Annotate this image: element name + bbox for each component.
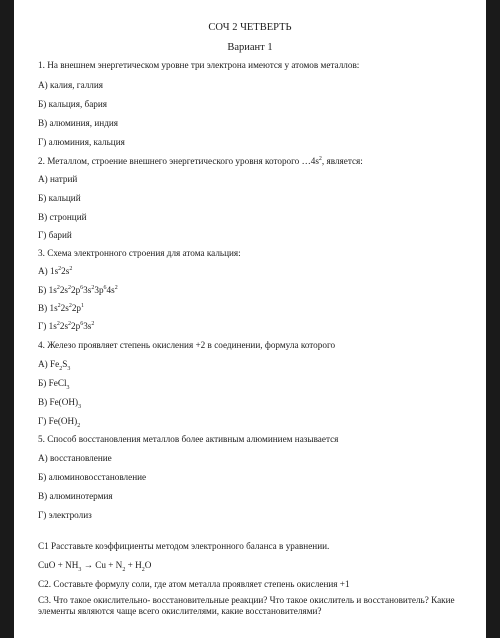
- task-c2: С2. Составьте формулу соли, где атом металла проявляет степень окисления +1: [38, 579, 350, 589]
- q3-option-a: А) $1s^22s^2$: [38, 265, 73, 276]
- q2-option-a: А) натрий: [38, 174, 78, 184]
- q5-option-a: А) восстановление: [38, 453, 112, 463]
- task-c3: С3. Что такое окислительно- восстановительные реакции? Что такое окислитель и восстановитель? Какие элементы являются чаще всего окислителями, какие восстановителями?: [38, 595, 455, 616]
- q2-option-b: Б) кальций: [38, 193, 81, 203]
- document-page: [14, 0, 486, 638]
- q4-option-a: А) $Fe_2S_3$: [38, 359, 71, 372]
- q1-option-a: А) калия, галлия: [38, 80, 104, 90]
- q2-option-c: В) стронций: [38, 212, 87, 222]
- q5-option-d: Г) электролиз: [38, 510, 92, 520]
- question-5: 5. Способ восстановления металлов более активным алюминием называется: [38, 434, 339, 444]
- task-c1: С1 Расставьте коэффициенты методом электронного баланса в уравнении.: [38, 541, 330, 551]
- question-4: 4. Железо проявляет степень окисления +2 в соединении, формула которого: [38, 340, 336, 350]
- task-c1-equation: CuO + $NH_3 \to Cu + N_2 + H_2O$: [38, 560, 152, 573]
- q1-option-b: Б) кальция, бария: [38, 99, 108, 109]
- q5-option-b: Б) алюминовосстановление: [38, 472, 147, 482]
- q4-option-b: Б) FeCl$_3$: [38, 378, 70, 391]
- q3-option-c: В) $1s^22s^22p^1$: [38, 302, 85, 313]
- q3-option-b: Б) $1s^22s^22p^63s^23p^64s^2$: [38, 284, 118, 295]
- q4-option-c: В) $Fe(OH)_3$: [38, 397, 82, 410]
- variant-label: Вариант 1: [227, 42, 273, 53]
- question-2: 2. Металлом, строение внешнего энергетического уровня которого $\dots 4s^2$, является:: [38, 155, 363, 166]
- question-3: 3. Схема электронного строения для атома кальция:: [38, 248, 241, 258]
- doc-title: СОЧ 2 ЧЕТВЕРТЬ: [208, 22, 292, 33]
- q2-option-d: Г) барий: [38, 230, 72, 240]
- q1-option-d: Г) алюминия, кальция: [38, 137, 125, 147]
- q5-option-c: В) алюминотермия: [38, 491, 113, 501]
- q3-option-d: Г) $1s^22s^22p^63s^2$: [38, 320, 95, 331]
- question-1: 1. На внешнем энергетическом уровне три электрона имеются у атомов металлов:: [38, 60, 360, 70]
- q4-option-d: Г) $Fe(OH)_2$: [38, 416, 81, 429]
- q1-option-c: В) алюминия, индия: [38, 118, 119, 128]
